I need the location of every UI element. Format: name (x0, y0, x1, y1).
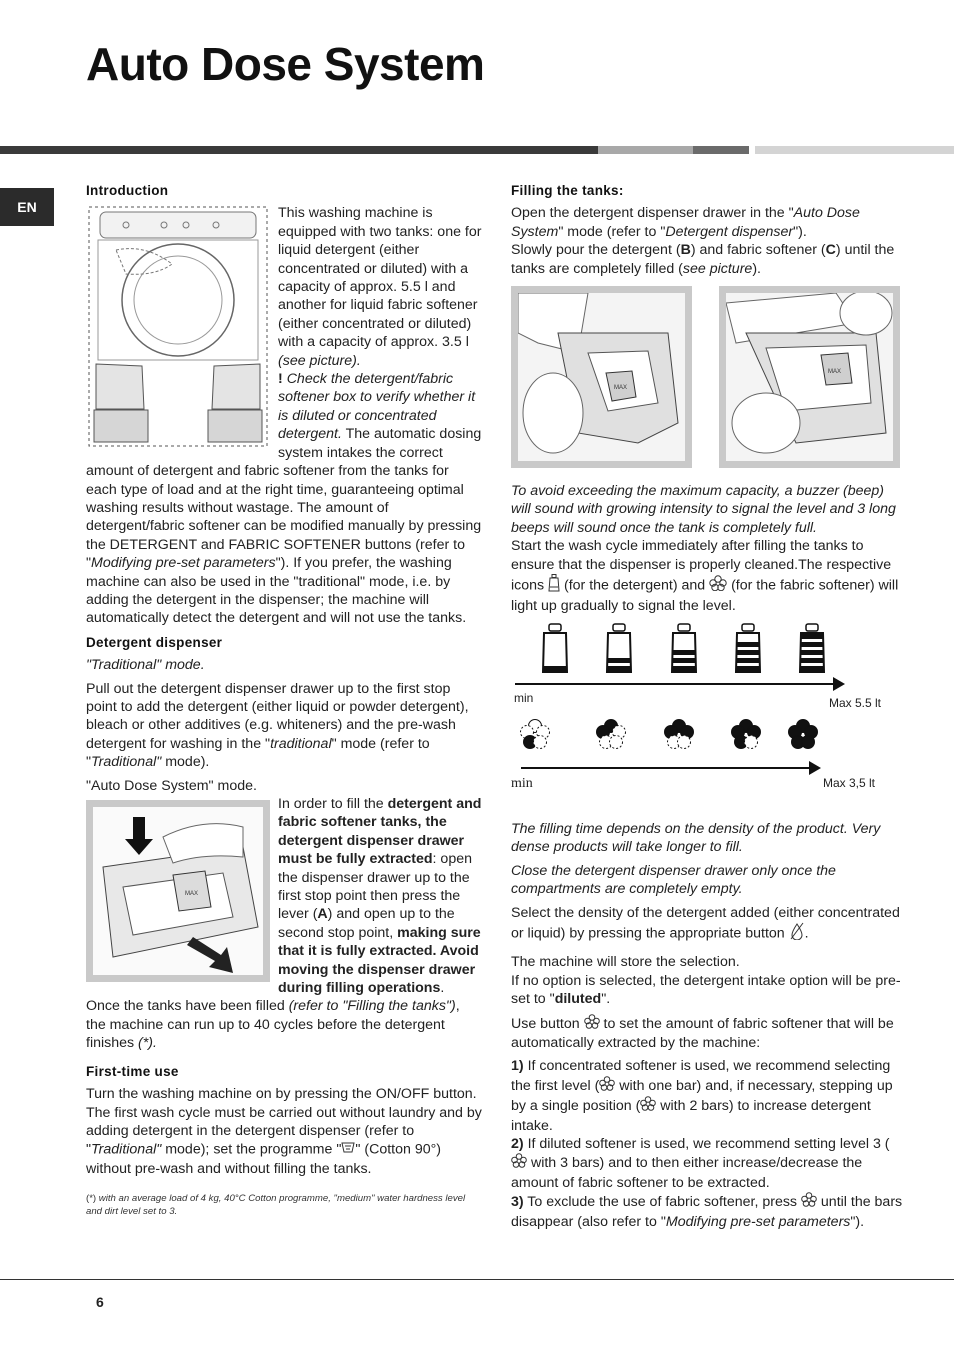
softener-level-flower-icon (732, 719, 761, 748)
page-title: Auto Dose System (86, 38, 485, 90)
scale-max-detergent: Max 5.5 lt (829, 695, 882, 710)
first-use-heading: First-time use (86, 1063, 179, 1079)
detergent-level-bottle-icon (607, 624, 631, 672)
cotton-programme-icon (341, 1140, 355, 1159)
traditional-paragraph: Pull out the detergent dispenser drawer up to the first stop point to add the detergent (either liquid or powder detergent), bleach or other additives (e.g. whiteners) and the pre-wash detergent for washing in the "traditional" mode (refer to "Traditional" mode). (86, 680, 469, 771)
filling-paragraph: Open the detergent dispenser drawer in the "Auto Dose System" mode (refer to "Detergent dispenser"). (511, 205, 860, 240)
right-column (511, 182, 903, 1231)
start-paragraph: Start the wash cycle immediately after filling the tanks to ensure that the dispenser is properly cleaned.The respective icons (for the detergent) and (for the fabric softener) will light up gradually to signal the level. (511, 538, 899, 615)
auto-mode-label: "Auto Dose System" mode. (86, 777, 257, 794)
footnote: (*) with an average load of 4 kg, 40°C Cotton programme, "medium" water hardness level and dirt level set to 3. (86, 1193, 466, 1218)
left-column (86, 182, 482, 1218)
no-option-paragraph: If no option is selected, the detergent intake option will be pre-set to "diluted". (511, 972, 901, 1008)
step-1-paragraph: 1) If concentrated softener is used, we recommend selecting the first level ( with one bar) and, if necessary, stepping up by a single position ( with 2 bars) to increase detergent intake. (511, 1058, 893, 1134)
footer-rule (0, 1279, 954, 1280)
bottle-level-icon (548, 574, 560, 597)
level-scales (511, 622, 903, 812)
svg-text:MAX: MAX (828, 369, 842, 376)
detergent-level-bottle-icon (736, 624, 760, 672)
softener-button-icon (640, 1096, 656, 1116)
scale-min-softener: min (511, 775, 533, 791)
language-tab: EN (0, 188, 54, 226)
machine-tanks-illustration (86, 204, 270, 449)
filling-pictures (511, 286, 903, 476)
softener-button-icon (511, 1153, 527, 1173)
filling-time-note: The filling time depends on the density of the product. Very dense products will take longer to fill. (511, 820, 881, 856)
filling-heading: Filling the tanks: (511, 183, 624, 198)
softener-level-flower-icon (665, 719, 694, 748)
use-button-paragraph: Use button to set the amount of fabric softener that will be automatically extracted by the machine: (511, 1015, 894, 1051)
softener-button-icon (599, 1076, 615, 1096)
page-number: 6 (96, 1294, 104, 1310)
buzzer-paragraph: To avoid exceeding the maximum capacity, a buzzer (beep) will sound with growing intensity to signal the level and 3 long beeps will sound once the tank is completely full. (511, 483, 896, 536)
softener-button-icon (801, 1192, 817, 1212)
density-button-icon (789, 922, 805, 945)
intro-paragraph: This washing machine is equipped with two tanks: one for liquid detergent (either concentrated or diluted) with a capacity of approx. 5.5 l and another for liquid fabric softener (either concentrated or diluted) with a capacity of approx. 3.5 l (see picture). ! Check the detergent/fabric softener box to verify whether it is diluted or concentrated detergent. The automatic dosing system intakes the correct amount of detergent and fabric softener from the tanks for each type of load and at the right time, guaranteeing optimal washing results without wastage. The amount of detergent/fabric softener can be modified manually by pressing the DETERGENT and FABRIC SOFTENER buttons (refer to "Modifying pre-set parameters"). If you prefer, the washing machine can also be used in the "traditional" mode, i.e. by adding the detergent in the dispenser; the machine will automatically detect the detergent and will not use the tanks. (86, 205, 482, 627)
step-2-paragraph: 2) If diluted softener is used, we recommend setting level 3 ( with 3 bars) and to then either increase/decrease the amount of fabric softener to be extracted. (511, 1135, 890, 1191)
select-density-paragraph: Select the density of the detergent added (either concentrated or liquid) by pressing the appropriate button . (511, 904, 903, 946)
step-3-paragraph: 3) To exclude the use of fabric softener, press until the bars disappear (also refer to "Modifying pre-set parameters"). (511, 1194, 903, 1230)
scale-max-softener: Max 3,5 lt (823, 775, 876, 790)
pour-detergent-illustration (511, 286, 692, 468)
softener-level-flower-icon (597, 719, 626, 748)
close-drawer-note: Close the detergent dispenser drawer only once the compartments are completely empty. (511, 862, 836, 898)
detergent-level-bottle-icon (800, 624, 824, 672)
drawer-extraction-illustration (86, 800, 270, 982)
softener-button-icon (584, 1014, 600, 1034)
pour-paragraph: Slowly pour the detergent (B) and fabric softener (C) until the tanks are completely filled (see picture). (511, 242, 895, 277)
scale-min-detergent: min (514, 690, 534, 705)
auto-mode-paragraph: In order to fill the detergent and fabric softener tanks, the detergent dispenser drawer must be fully extracted: open the dispenser drawer up to the first stop point then press the lever (A) and open up to the second stop point, making sure that it is fully extracted. Avoid moving the dispenser drawer during filling operations. Once the tanks have been filled (refer to "Filling the tanks"), the machine can run up to 40 cycles before the detergent finishes (*). (86, 796, 482, 1052)
detergent-level-bottle-icon (672, 624, 696, 672)
store-paragraph: The machine will store the selection. (511, 954, 740, 971)
traditional-mode-label: "Traditional" mode. (86, 657, 205, 674)
softener-level-flower-icon (789, 719, 818, 748)
flower-level-icon (709, 575, 727, 596)
svg-text:MAX: MAX (614, 385, 628, 392)
softener-level-flower-icon (521, 719, 550, 748)
pour-softener-illustration (719, 286, 900, 468)
first-use-paragraph: Turn the washing machine on by pressing the ON/OFF button. The first wash cycle must be carried out without laundry and by adding detergent in the detergent dispenser (refer to "Traditional" mode); set the programme " " (Cotton 90°) without pre-wash and without filling the tanks. (86, 1086, 482, 1177)
svg-text:MAX: MAX (185, 891, 199, 897)
dispenser-heading: Detergent dispenser (86, 634, 223, 650)
intro-heading: Introduction (86, 183, 169, 198)
detergent-level-bottle-icon (543, 624, 567, 672)
